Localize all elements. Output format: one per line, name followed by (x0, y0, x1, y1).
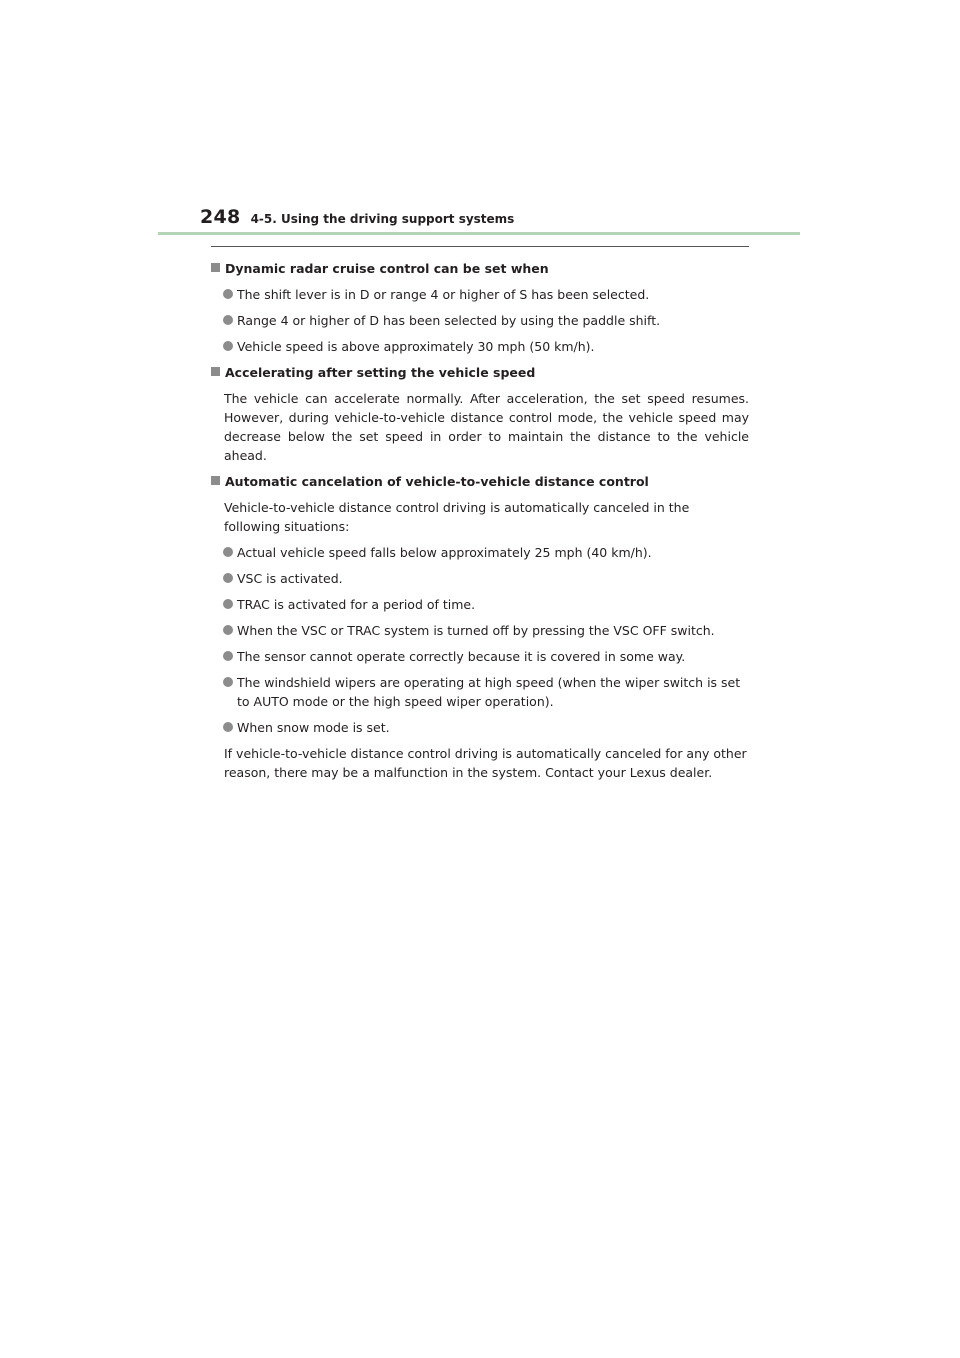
list-item (211, 337, 749, 356)
circle-bullet-icon (223, 651, 233, 661)
circle-bullet-icon (223, 315, 233, 325)
section-heading-text: Accelerating after setting the vehicle speed (225, 365, 536, 380)
list-item (211, 673, 749, 711)
list-item-text: When snow mode is set. (237, 720, 390, 735)
square-bullet-icon (211, 476, 220, 485)
circle-bullet-icon (223, 341, 233, 351)
square-bullet-icon (211, 367, 220, 376)
list-item (211, 621, 749, 640)
list-item-text: VSC is activated. (237, 571, 343, 586)
section-heading (211, 472, 749, 491)
list-item (211, 595, 749, 614)
circle-bullet-icon (223, 289, 233, 299)
section-heading-text: Automatic cancelation of vehicle-to-vehicle distance control (225, 474, 649, 489)
list-item-text: The windshield wipers are operating at high speed (when the wiper switch is set to AUTO mode or the high speed wiper operation). (237, 675, 741, 709)
section-title: 4-5. Using the driving support systems (250, 212, 515, 226)
list-item-text: The shift lever is in D or range 4 or higher of S has been selected. (237, 287, 650, 302)
circle-bullet-icon (223, 677, 233, 687)
circle-bullet-icon (223, 722, 233, 732)
list-item-text: Vehicle speed is above approximately 30 mph (50 km/h). (237, 339, 595, 354)
section-intro: Vehicle-to-vehicle distance control driving is automatically canceled in the following situations: (224, 500, 690, 534)
list-item (211, 543, 749, 562)
circle-bullet-icon (223, 599, 233, 609)
section-heading (211, 259, 749, 278)
circle-bullet-icon (223, 625, 233, 635)
content-rule (211, 246, 749, 247)
section-heading-text: Dynamic radar cruise control can be set when (225, 261, 549, 276)
list-item (211, 647, 749, 666)
list-item-text: The sensor cannot operate correctly because it is covered in some way. (237, 649, 686, 664)
circle-bullet-icon (223, 573, 233, 583)
section-paragraph: The vehicle can accelerate normally. After acceleration, the set speed resumes. However, during vehicle-to-vehicle distance control mode, the vehicle speed may decrease below the set speed in order to maintain the distance to the vehicle ahead. (224, 391, 749, 463)
list-item (211, 569, 749, 588)
page-content (211, 259, 749, 789)
page-header (200, 206, 514, 228)
list-item-text: Actual vehicle speed falls below approximately 25 mph (40 km/h). (237, 545, 652, 560)
list-item-text: Range 4 or higher of D has been selected by using the paddle shift. (237, 313, 661, 328)
section-heading (211, 363, 749, 382)
list-item-text: When the VSC or TRAC system is turned off by pressing the VSC OFF switch. (237, 623, 715, 638)
header-rule (158, 232, 800, 235)
page-number: 248 (200, 206, 241, 228)
list-item-text: TRAC is activated for a period of time. (237, 597, 476, 612)
square-bullet-icon (211, 263, 220, 272)
section-outro: If vehicle-to-vehicle distance control driving is automatically canceled for any other reason, there may be a malfunction in the system. Contact your Lexus dealer. (224, 746, 747, 780)
list-item (211, 285, 749, 304)
list-item (211, 311, 749, 330)
circle-bullet-icon (223, 547, 233, 557)
list-item (211, 718, 749, 737)
